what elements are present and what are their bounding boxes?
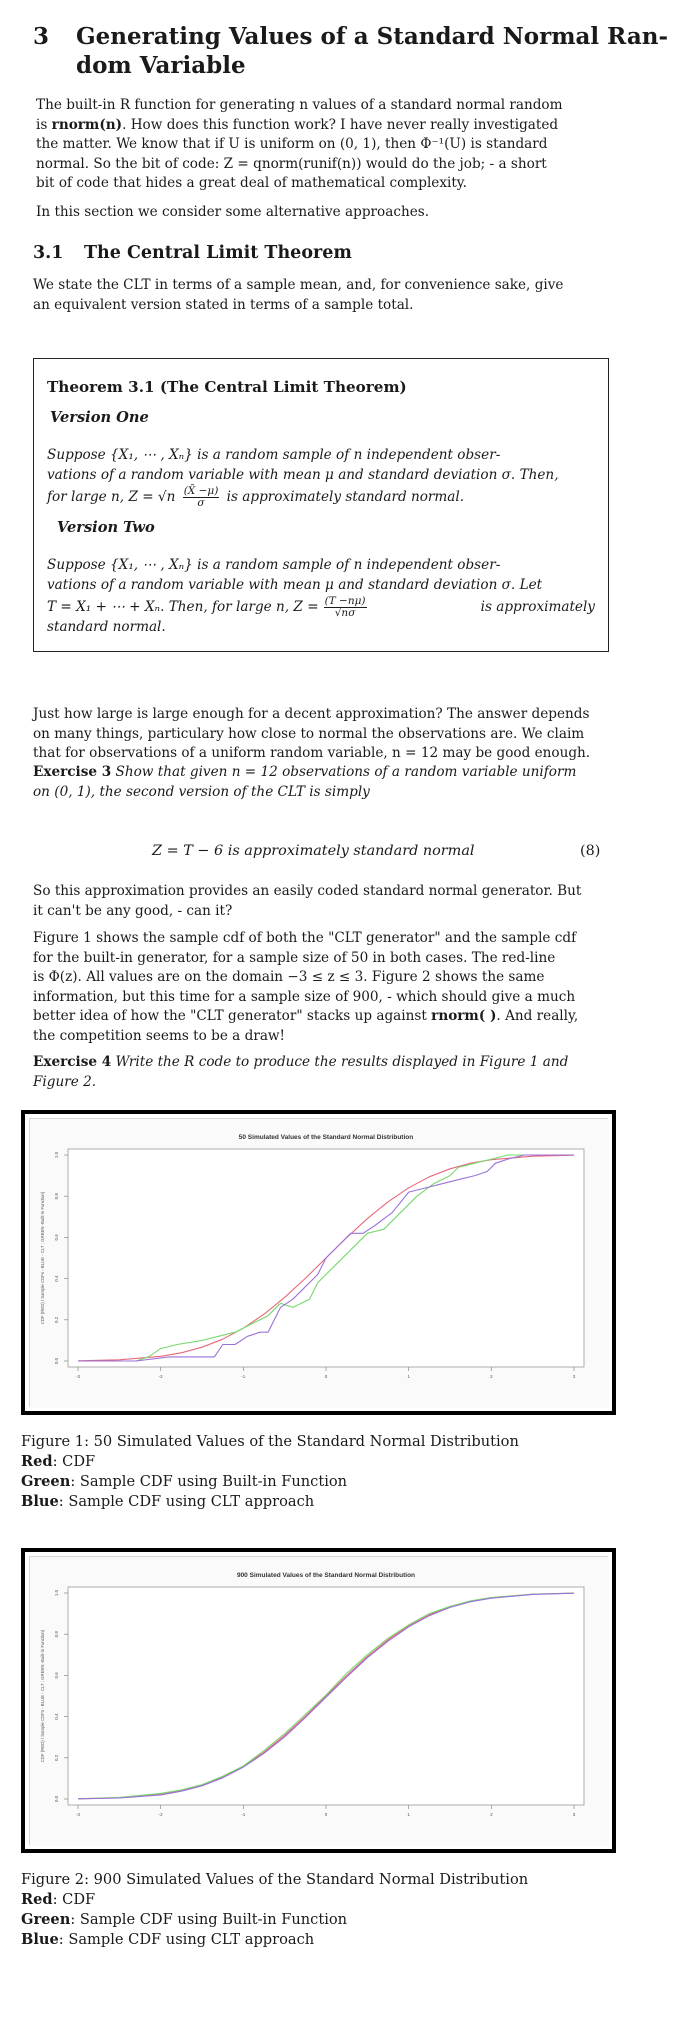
- text-line: is Φ(z). All values are on the domain −3 ≤ z ≤ 3. Figure 2 shows the same: [33, 969, 545, 986]
- equation: Z = T − 6 is approximately standard normal: [152, 843, 475, 859]
- exercise-4: [33, 1053, 609, 1092]
- fraction: [183, 486, 220, 509]
- text-line: normal. So the bit of code: Z = qnorm(runif(n)) would do the job; - a short: [36, 155, 547, 172]
- fraction-denominator: √nσ: [334, 607, 356, 619]
- text-span: is approximately standard normal.: [226, 489, 465, 505]
- section-number: 3: [33, 23, 50, 50]
- legend-text: : Sample CDF using CLT approach: [58, 1493, 315, 1510]
- y-axis-label: CDF (RED) / Sample CDFs - BLUE - CLT ; GREEN -Built-in Function): [40, 1629, 45, 1763]
- subsection-title: The Central Limit Theorem: [84, 243, 352, 263]
- text-line: vations of a random variable with mean μ and standard deviation σ. Let: [47, 576, 543, 593]
- after-equation-paragraph: [33, 882, 609, 921]
- y-tick-label: 0.4: [54, 1713, 59, 1720]
- legend-text: : Sample CDF using Built-in Function: [70, 1473, 348, 1490]
- text-line: vations of a random variable with mean μ and standard deviation σ. Then,: [47, 466, 559, 483]
- figure-1-panel: [29, 1118, 608, 1407]
- text-line: [33, 1053, 609, 1073]
- fraction-numerator: (X̄ −μ): [183, 485, 219, 497]
- exercise-label: Exercise 3: [33, 764, 112, 780]
- y-tick-label: 0.2: [54, 1316, 59, 1323]
- x-tick-label: -3: [75, 1374, 81, 1379]
- y-tick-label: 0.0: [54, 1357, 59, 1365]
- text-line: bit of code that hides a great deal of mathematical complexity.: [36, 175, 468, 192]
- text-line: Figure 1 shows the sample cdf of both the "CLT generator" and the sample cdf: [33, 930, 577, 946]
- legend-line-green: [21, 1910, 528, 1930]
- text-line: on many things, particulary how close to normal the observations are. We claim: [33, 725, 585, 742]
- legend-text: : Sample CDF using Built-in Function: [70, 1911, 348, 1928]
- figure-2-frame: [21, 1548, 616, 1853]
- figure-1-chart: [30, 1119, 609, 1408]
- version-one-text: [47, 446, 595, 485]
- x-tick-label: 0: [324, 1374, 328, 1379]
- chart-title: 900 Simulated Values of the Standard Normal Distribution: [236, 1572, 416, 1579]
- text-line: So this approximation provides an easily coded standard normal generator. But: [33, 883, 582, 899]
- version-two-text: [47, 556, 595, 595]
- text-line: We state the CLT in terms of a sample mean, and, for convenience sake, give: [33, 277, 564, 293]
- text-line: on (0, 1), the second version of the CLT is simply: [33, 783, 370, 800]
- legend-line-blue: [21, 1930, 528, 1950]
- legend-key: Blue: [21, 1931, 59, 1948]
- y-tick-label: 0.4: [54, 1275, 59, 1282]
- legend-key: Green: [21, 1911, 71, 1928]
- text-line: information, but this time for a sample size of 900, - which should give a much: [33, 988, 576, 1005]
- subsection-number: 3.1: [33, 243, 64, 263]
- text-line: Suppose {X₁, ⋯ , Xₙ} is a random sample of n independent obser-: [47, 447, 501, 463]
- text-span: Write the R code to produce the results displayed in Figure 1 and: [115, 1054, 569, 1070]
- version-two-heading: Version Two: [57, 519, 155, 536]
- text-line: that for observations of a uniform random variable, n = 12 may be good enough.: [33, 745, 591, 762]
- text-line: Suppose {X₁, ⋯ , Xₙ} is a random sample of n independent obser-: [47, 557, 501, 573]
- y-tick-label: 0.6: [54, 1234, 59, 1241]
- legend-text: : CDF: [52, 1453, 96, 1470]
- fraction-denominator: σ: [197, 497, 205, 509]
- legend-text: : Sample CDF using CLT approach: [58, 1931, 315, 1948]
- theorem-title: Theorem 3.1 (The Central Limit Theorem): [47, 378, 407, 396]
- figure-1-frame: [21, 1110, 616, 1415]
- figure-description-paragraph: [33, 929, 609, 1047]
- x-tick-label: 2: [490, 1812, 493, 1817]
- legend-line-red: [21, 1890, 528, 1910]
- x-tick-label: -2: [158, 1374, 163, 1379]
- y-tick-label: 0.8: [54, 1193, 59, 1200]
- version-one-heading: Version One: [50, 409, 149, 426]
- section-title-line1: Generating Values of a Standard Normal Ran-: [76, 23, 668, 50]
- discussion-paragraph: [33, 705, 609, 764]
- text-line: The built-in R function for generating n values of a standard normal random: [36, 97, 563, 113]
- legend-key: Red: [21, 1891, 53, 1908]
- y-tick-label: 0.8: [54, 1631, 59, 1638]
- legend-key: Green: [21, 1473, 71, 1490]
- y-axis-label: CDF (RED) / Sample CDFs - BLUE - CLT ; GREEN -Built-in Function): [40, 1191, 45, 1325]
- x-tick-label: 0: [324, 1812, 328, 1817]
- text-line: an equivalent version stated in terms of a sample total.: [33, 296, 414, 313]
- figure-2-chart: [30, 1557, 609, 1846]
- fraction-numerator: (T −nμ): [324, 595, 366, 607]
- text-span: for large n, Z = √n: [47, 489, 176, 505]
- legend-line-green: [21, 1472, 519, 1492]
- intro-paragraph-2: In this section we consider some alternative approaches.: [36, 204, 430, 220]
- figure-1-caption: [21, 1432, 519, 1512]
- equation-number: (8): [580, 843, 601, 859]
- chart-title: 50 Simulated Values of the Standard Normal Distribution: [238, 1134, 414, 1141]
- subsection-paragraph: [33, 276, 609, 315]
- caption-title: Figure 1: 50 Simulated Values of the Standard Normal Distribution: [21, 1433, 519, 1450]
- text-line: Figure 2.: [33, 1073, 97, 1090]
- y-tick-label: 1.0: [54, 1589, 59, 1597]
- legend-text: : CDF: [52, 1891, 96, 1908]
- fraction: [324, 596, 367, 619]
- section-title-line2: dom Variable: [76, 52, 246, 79]
- x-tick-label: -1: [241, 1812, 246, 1817]
- text-line: the competition seems to be a draw!: [33, 1027, 286, 1044]
- legend-key: Blue: [21, 1493, 59, 1510]
- x-tick-label: -3: [75, 1812, 81, 1817]
- y-tick-label: 0.6: [54, 1672, 59, 1679]
- text-line: better idea of how the "CLT generator" stacks up against rnorm( ). And really,: [33, 1008, 579, 1025]
- text-span: Show that given n = 12 observations of a random variable uniform: [115, 764, 577, 780]
- x-tick-label: 2: [490, 1374, 493, 1379]
- text-line: [33, 763, 609, 783]
- text-line: is rnorm(n). How does this function work? I have never really investigated: [36, 116, 559, 133]
- y-tick-label: 1.0: [54, 1151, 59, 1159]
- text-span: is approximately: [480, 598, 595, 615]
- x-tick-label: 3: [572, 1812, 576, 1817]
- version-one-line3: [47, 486, 464, 509]
- exercise-3: [33, 763, 609, 802]
- legend-line-red: [21, 1452, 519, 1472]
- caption-title: Figure 2: 900 Simulated Values of the Standard Normal Distribution: [21, 1871, 529, 1888]
- version-two-line3: [47, 596, 595, 619]
- bold-code: rnorm( ): [431, 1008, 497, 1025]
- text-line: Just how large is large enough for a decent approximation? The answer depends: [33, 706, 590, 722]
- x-tick-label: 3: [572, 1374, 576, 1379]
- legend-line-blue: [21, 1492, 519, 1512]
- legend-key: Red: [21, 1453, 53, 1470]
- bold-code: rnorm(n): [51, 116, 123, 133]
- y-tick-label: 0.2: [54, 1754, 59, 1761]
- x-tick-label: -2: [158, 1812, 163, 1817]
- figure-2-caption: [21, 1870, 528, 1950]
- x-tick-label: 1: [407, 1812, 410, 1817]
- x-tick-label: 1: [407, 1374, 410, 1379]
- text-line: for the built-in generator, for a sample size of 50 in both cases. The red-line: [33, 949, 556, 966]
- text-line: the matter. We know that if U is uniform on (0, 1), then Φ⁻¹(U) is standard: [36, 136, 548, 153]
- x-tick-label: -1: [241, 1374, 246, 1379]
- version-two-line4: standard normal.: [47, 619, 166, 635]
- exercise-label: Exercise 4: [33, 1054, 112, 1070]
- text-span: T = X₁ + ⋯ + Xₙ. Then, for large n, Z =: [47, 598, 319, 615]
- figure-2-panel: [29, 1556, 608, 1845]
- text-line: it can't be any good, - can it?: [33, 902, 233, 919]
- intro-paragraph: [36, 96, 608, 194]
- y-tick-label: 0.0: [54, 1795, 59, 1803]
